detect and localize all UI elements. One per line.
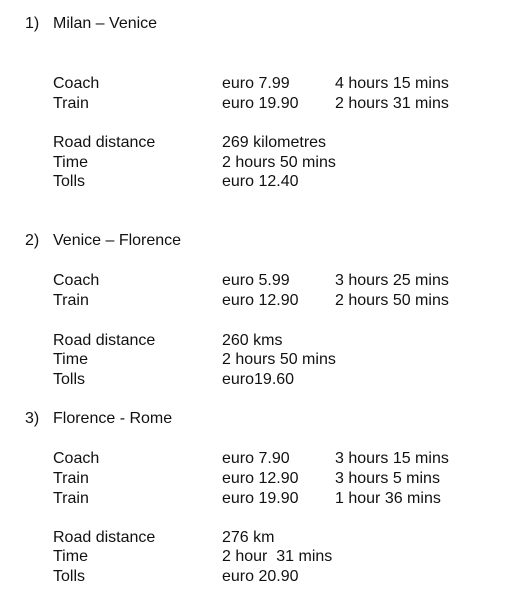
section-number: 2) <box>25 232 40 249</box>
road-label: Road distance <box>53 332 156 349</box>
transport-duration: 2 hours 50 mins <box>335 292 449 309</box>
road-value: euro 20.90 <box>222 568 299 585</box>
section-title: Venice – Florence <box>53 232 182 249</box>
transport-mode: Train <box>53 490 89 507</box>
transport-duration: 3 hours 25 mins <box>335 272 449 289</box>
section-title: Milan – Venice <box>53 15 158 32</box>
transport-price: euro 7.99 <box>222 75 290 92</box>
transport-mode: Train <box>53 95 89 112</box>
road-value: 2 hours 50 mins <box>222 154 336 171</box>
road-value: 276 km <box>222 529 275 546</box>
road-value: 2 hours 50 mins <box>222 351 336 368</box>
road-label: Tolls <box>53 173 86 190</box>
road-label: Time <box>53 154 88 171</box>
transport-duration: 3 hours 5 mins <box>335 470 440 487</box>
road-value: euro19.60 <box>222 371 295 388</box>
transport-mode: Coach <box>53 450 100 467</box>
transport-mode: Coach <box>53 75 100 92</box>
transport-price: euro 12.90 <box>222 292 299 309</box>
transport-duration: 4 hours 15 mins <box>335 75 449 92</box>
transport-mode: Coach <box>53 272 100 289</box>
road-label: Road distance <box>53 529 156 546</box>
transport-duration: 1 hour 36 mins <box>335 490 441 507</box>
road-value: 260 kms <box>222 332 283 349</box>
transport-price: euro 19.90 <box>222 490 299 507</box>
transport-duration: 3 hours 15 mins <box>335 450 449 467</box>
transport-mode: Train <box>53 470 89 487</box>
road-label: Time <box>53 548 88 565</box>
road-label: Tolls <box>53 371 86 388</box>
road-value: 2 hour 31 mins <box>222 548 333 565</box>
road-value: 269 kilometres <box>222 134 327 151</box>
road-label: Time <box>53 351 88 368</box>
road-label: Tolls <box>53 568 86 585</box>
transport-duration: 2 hours 31 mins <box>335 95 449 112</box>
transport-price: euro 19.90 <box>222 95 299 112</box>
section-number: 3) <box>25 410 40 427</box>
road-value: euro 12.40 <box>222 173 299 190</box>
transport-mode: Train <box>53 292 89 309</box>
transport-price: euro 5.99 <box>222 272 290 289</box>
transport-price: euro 12.90 <box>222 470 299 487</box>
transport-price: euro 7.90 <box>222 450 290 467</box>
section-number: 1) <box>25 15 40 32</box>
road-label: Road distance <box>53 134 156 151</box>
section-title: Florence - Rome <box>53 410 173 427</box>
